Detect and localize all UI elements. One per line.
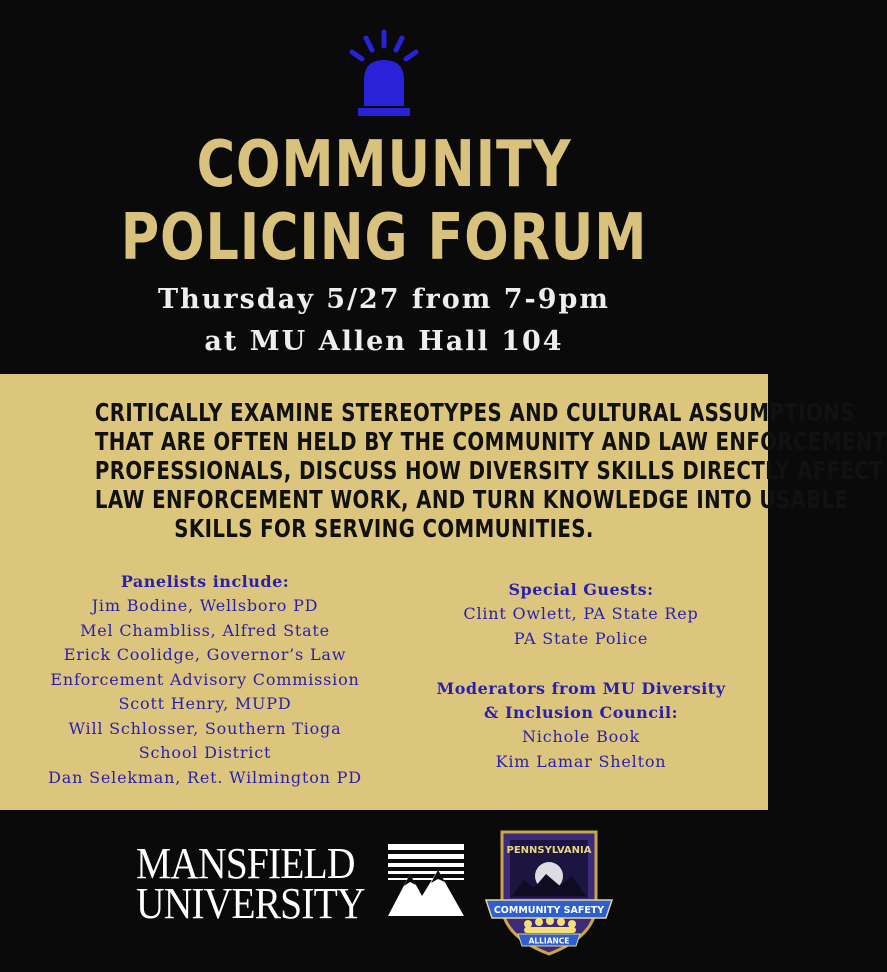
footer-logos <box>0 810 768 972</box>
mountain-logo-icon <box>388 844 464 916</box>
mansfield-university-logo <box>136 839 365 928</box>
panelist-item: Erick Coolidge, Governor’s Law <box>63 645 347 664</box>
badge-bottom-text: ALLIANCE <box>528 936 570 946</box>
panelists-list <box>10 570 400 790</box>
guests-and-moderators <box>400 578 762 774</box>
header-section <box>0 0 768 374</box>
description-line: SKILLS FOR SERVING COMMUNITIES. <box>174 514 594 543</box>
university-name-line-2: UNIVERSITY <box>136 879 365 928</box>
siren-light-icon <box>344 28 424 120</box>
panelist-item: School District <box>138 743 272 762</box>
event-date: Thursday 5/27 from 7-9pm <box>158 284 610 315</box>
guest-item: Clint Owlett, PA State Rep <box>463 604 699 623</box>
title-line-1: COMMUNITY <box>196 128 572 202</box>
panelists-heading: Panelists include: <box>120 572 290 591</box>
panelist-item: Will Schlosser, Southern Tioga <box>68 718 342 738</box>
university-name-line-1: MANSFIELD <box>136 839 355 888</box>
special-guests-heading: Special Guests: <box>508 580 654 599</box>
panelist-item: Jim Bodine, Wellsboro PD <box>91 596 319 615</box>
moderator-item: Kim Lamar Shelton <box>495 751 667 771</box>
moderator-item: Nichole Book <box>521 727 640 746</box>
description-line: LAW ENFORCEMENT WORK, AND TURN KNOWLEDGE INTO USABLE <box>94 485 849 514</box>
panelist-item: Scott Henry, MUPD <box>118 694 292 713</box>
title-line-2: POLICING FORUM <box>120 201 648 275</box>
panelist-item: Enforcement Advisory Commission <box>50 669 360 689</box>
guest-item: PA State Police <box>513 628 649 648</box>
description-line: CRITICALLY EXAMINE STEREOTYPES AND CULTURAL ASSUMPTIONS <box>94 398 855 427</box>
description-line: THAT ARE OFTEN HELD BY THE COMMUNITY AND LAW ENFORCEMENT <box>94 427 887 456</box>
description-line: PROFESSIONALS, DISCUSS HOW DIVERSITY SKILLS DIRECTLY AFFECT <box>94 456 884 485</box>
panelist-item: Mel Chambliss, Alfred State <box>80 620 330 640</box>
panelist-item: Dan Selekman, Ret. Wilmington PD <box>48 767 362 787</box>
community-safety-alliance-badge <box>484 826 614 958</box>
moderators-heading: & Inclusion Council: <box>483 703 679 722</box>
event-description <box>94 398 887 543</box>
moderators-heading: Moderators from MU Diversity <box>436 679 726 698</box>
badge-top-text: PENNSYLVANIA <box>506 845 592 856</box>
info-panel <box>0 374 887 810</box>
badge-ribbon-text: COMMUNITY SAFETY <box>493 905 605 916</box>
event-location: at MU Allen Hall 104 <box>204 326 564 357</box>
